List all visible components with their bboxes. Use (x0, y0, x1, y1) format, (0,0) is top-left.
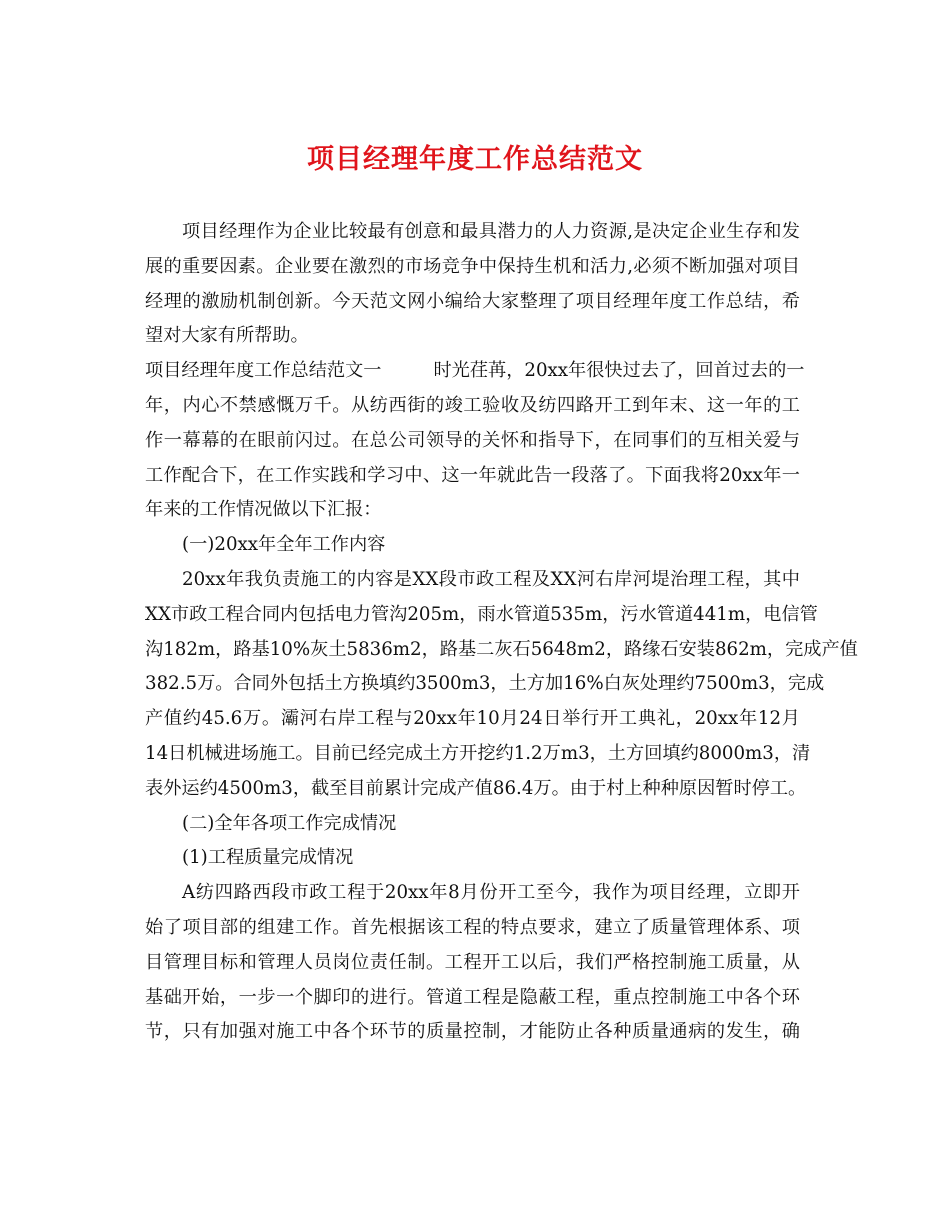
paragraph-line: 年来的工作情况做以下汇报： (145, 499, 382, 521)
paragraph-line: 表外运约4500m3，截至目前累计完成产值86.4万。由于村上种种原因暂时停工。 (145, 777, 807, 799)
document-body (145, 215, 858, 1050)
paragraph-line: 展的重要因素。企业要在激烈的市场竞争中保持生机和活力,必须不断加强对项目 (145, 255, 800, 277)
paragraph-line: 望对大家有所帮助。 (145, 325, 309, 347)
paragraph-line: 382.5万。合同外包括土方换填约3500m3，土方加16%白灰处理约7500m3，完成 (145, 673, 825, 695)
paragraph-line: 目管理目标和管理人员岗位责任制。工程开工以后，我们严格控制施工质量，从 (145, 951, 800, 973)
paragraph-line: 工作配合下，在工作实践和学习中、这一年就此告一段落了。下面我将20xx年一 (145, 464, 800, 486)
section-heading-line (145, 354, 805, 389)
section-heading: 项目经理年度工作总结范文一 (145, 360, 382, 382)
paragraph-line: 作一幕幕的在眼前闪过。在总公司领导的关怀和指导下，在同事们的互相关爱与 (145, 429, 800, 451)
paragraph-line: A纺四路西段市政工程于20xx年8月份开工至今，我作为项目经理，立即开 (182, 882, 800, 904)
subheading: (二)全年各项工作完成情况 (182, 812, 397, 834)
paragraph-line: XX市政工程合同内包括电力管沟205m，雨水管道535m，污水管道441m，电信管 (145, 603, 818, 625)
subheading: (一)20xx年全年工作内容 (182, 534, 386, 556)
subheading: (1)工程质量完成情况 (182, 847, 354, 869)
paragraph-line: 14日机械进场施工。目前已经完成土方开挖约1.2万m3，土方回填约8000m3，清 (145, 742, 811, 764)
paragraph-line: 节，只有加强对施工中各个环节的质量控制，才能防止各种质量通病的发生，确 (145, 1021, 800, 1043)
paragraph-line: 基础开始，一步一个脚印的进行。管道工程是隐蔽工程，重点控制施工中各个环 (145, 986, 800, 1008)
paragraph-line: 始了项目部的组建工作。首先根据该工程的特点要求，建立了质量管理体系、项 (145, 916, 800, 938)
paragraph-line: 经理的激励机制创新。今天范文网小编给大家整理了项目经理年度工作总结，希 (145, 290, 800, 312)
paragraph-line: 年，内心不禁感慨万千。从纺西街的竣工验收及纺四路开工到年末、这一年的工 (145, 394, 800, 416)
paragraph-text: 时光荏苒，20xx年很快过去了，回首过去的一 (433, 360, 805, 382)
paragraph-line: 沟182m，路基10%灰土5836m2，路基二灰石5648m2，路缘石安装862m，完成产值 (145, 638, 858, 660)
paragraph-line: 项目经理作为企业比较最有创意和最具潜力的人力资源,是决定企业生存和发 (182, 221, 800, 242)
paragraph-line: 20xx年我负责施工的内容是XX段市政工程及XX河右岸河堤治理工程，其中 (182, 568, 800, 590)
document-title: 项目经理年度工作总结范文 (307, 144, 643, 175)
paragraph-line: 产值约45.6万。灞河右岸工程与20xx年10月24日举行开工典礼，20xx年12月 (145, 708, 800, 730)
